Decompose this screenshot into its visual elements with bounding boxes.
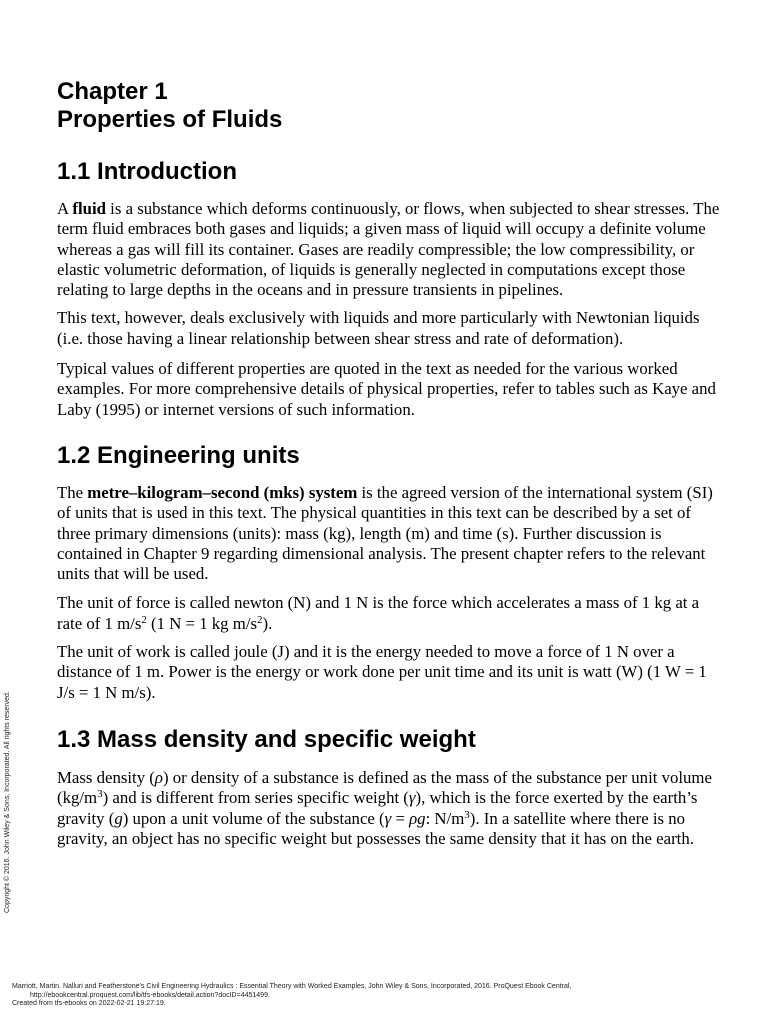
text-run: This text, however, deals exclusively with liquids and more particularly with Newtonian liquids (i.e. those having a linear relationship between shear stress and rate of deformation).	[57, 308, 700, 348]
text-run: =	[391, 808, 410, 828]
paragraph	[57, 642, 725, 703]
bold-term: fluid	[72, 199, 106, 218]
math-symbol: ρ	[154, 767, 163, 787]
paragraph	[57, 483, 725, 584]
text-run: ) upon a unit volume of the substance (	[122, 808, 385, 828]
superscript: 2	[141, 613, 147, 626]
math-symbol: ρg	[409, 808, 426, 828]
text-run: : N/m	[425, 808, 465, 828]
math-symbol: γ	[408, 788, 416, 808]
text-run: The unit of work is called joule (J) and it is the energy needed to move a force of 1 N over a distance of 1 m. Power is the energy or work done per unit time and its unit is watt (W) (1 W = 1 J/s = 1 N m/s).	[57, 642, 707, 702]
paragraph	[57, 308, 725, 349]
superscript: 2	[257, 613, 263, 626]
citation-footer	[12, 983, 571, 1009]
text-run: Mass density (	[57, 767, 155, 787]
text-run: A	[57, 199, 73, 218]
created-timestamp: Created from tfs-ebooks on 2022-02-21 19:27:19.	[12, 1000, 166, 1007]
section-heading-1-1: 1.1 Introduction	[57, 158, 237, 185]
copyright-notice: Copyright © 2016. John Wiley & Sons, Incorporated. All rights reserved.	[4, 691, 11, 913]
chapter-number: Chapter 1	[57, 78, 168, 105]
text-run: is the agreed version of the international system (SI) of units that is used in this text. The physical quantities in this text can be described by a set of three primary dimensions (units): mass (kg), length (m) and time (s). Further discussion is contained in Chapter 9 regarding dimensional analysis. The present chapter refers to the relevant units that will be used.	[57, 482, 713, 584]
math-symbol: γ	[384, 808, 392, 828]
text-run: is a substance which deforms continuously, or flows, when subjected to shear stresses. The term fluid embraces both gases and liquids; a given mass of liquid will occupy a definite volume whereas a gas will fill its container. Gases are readily compressible; the low compressibility, or elastic volumetric deformation, of liquids is generally neglected in computations except those relating to large depths in the oceans and in pressure transients in pipelines.	[57, 199, 720, 300]
text-run: The unit of force is called newton (N) and 1 N is the force which accelerates a mass of 1 kg at a rate of 1 m/s	[57, 593, 700, 633]
citation-line: Marriott, Martin. Nalluri and Featherstone's Civil Engineering Hydraulics : Essential Theory with Worked Examples, John Wiley & Sons, Incorporated, 2016. ProQuest Ebook Central,	[12, 983, 572, 990]
section-heading-1-2: 1.2 Engineering units	[57, 441, 300, 469]
text-run: ) or density of a substance is defined as the mass of the substance per unit volume (kg/m	[57, 767, 712, 808]
page-content	[57, 78, 725, 849]
paragraph	[57, 768, 725, 849]
paragraph	[57, 359, 725, 420]
chapter-heading	[57, 78, 725, 134]
text-run: ).	[262, 613, 273, 633]
text-run: The	[57, 482, 88, 502]
text-run: (1 N = 1 kg m/s	[146, 613, 258, 633]
superscript: 3	[464, 808, 470, 821]
citation-url[interactable]: http://ebookcentral.proquest.com/lib/tfs-ebooks/detail.action?docID=4451499.	[30, 991, 270, 999]
paragraph	[57, 593, 725, 634]
math-symbol: g	[114, 808, 123, 828]
paragraph	[57, 199, 725, 300]
section-heading-1-3: 1.3 Mass density and specific weight	[57, 725, 476, 753]
chapter-title: Properties of Fluids	[57, 106, 283, 133]
text-run: ). In a satellite where there is no gravity, an object has no specific weight but possesses the same density that it has on the earth.	[57, 808, 694, 848]
text-run: Typical values of different properties are quoted in the text as needed for the various worked examples. For more comprehensive details of physical properties, refer to tables such as Kaye and Laby (1995) or internet versions of such information.	[57, 359, 716, 419]
text-run: ), which is the force exerted by the earth’s gravity (	[57, 788, 698, 828]
text-run: ) and is different from series specific weight (	[102, 788, 409, 808]
superscript: 3	[97, 788, 103, 801]
bold-term: metre–kilogram–second (mks) system	[87, 482, 358, 502]
